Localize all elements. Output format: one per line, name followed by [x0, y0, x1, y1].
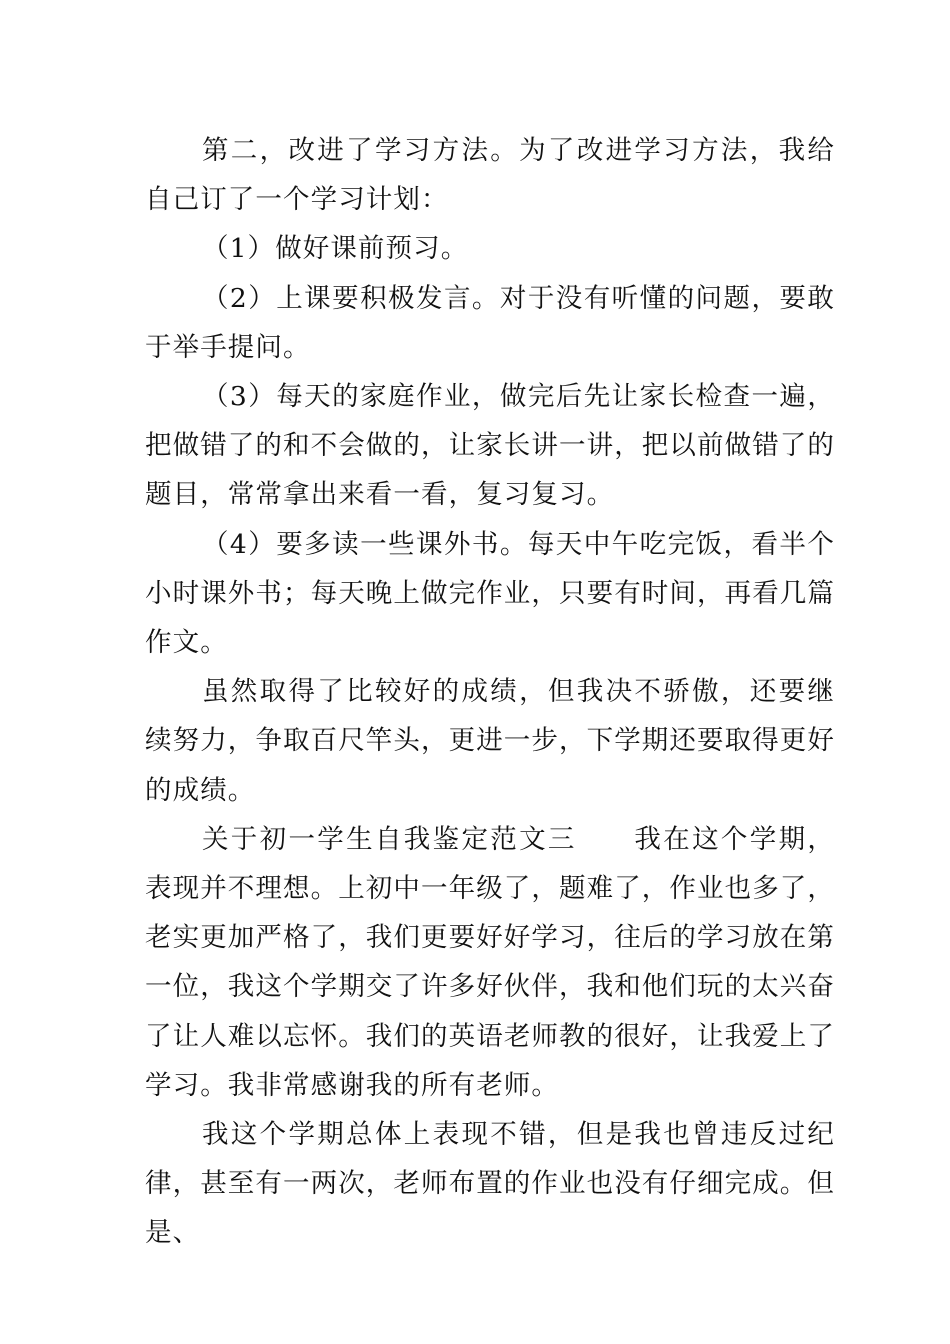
paragraph-plan-item-2: （2）上课要积极发言。对于没有听懂的问题，要敢于举手提问。 [145, 282, 835, 363]
paragraph-plan-item-3: （3）每天的家庭作业，做完后先让家长检查一遍，把做错了的和不会做的，让家长讲一讲，把以前做错了的题目，常常拿出来看一看，复习复习。 [145, 381, 835, 511]
paragraph-sample-three: 关于初一学生自我鉴定范文三 我在这个学期，表现并不理想。上初中一年级了，题难了，作业也多了，老实更加严格了，我们更要好好学习，往后的学习放在第一位，我这个学期交了许多好伙伴，我和他们玩的太兴奋了让人难以忘怀。我们的英语老师教的很好，让我爱上了学习。我非常感谢我的所有老师。 [145, 823, 835, 1101]
paragraph-study-method: 第二，改进了学习方法。为了改进学习方法，我给自己订了一个学习计划： [145, 135, 835, 216]
paragraph-results: 虽然取得了比较好的成绩，但我决不骄傲，还要继续努力，争取百尺竿头，更进一步，下学期还要取得更好的成绩。 [145, 676, 835, 806]
document-body [145, 126, 835, 1258]
paragraph-self-assessment: 我这个学期总体上表现不错，但是我也曾违反过纪律，甚至有一两次，老师布置的作业也没有仔细完成。但是、 [145, 1119, 835, 1249]
paragraph-plan-item-1: （1）做好课前预习。 [201, 233, 469, 265]
paragraph-plan-item-4: （4）要多读一些课外书。每天中午吃完饭，看半个小时课外书；每天晚上做完作业，只要有时间，再看几篇作文。 [145, 528, 835, 659]
